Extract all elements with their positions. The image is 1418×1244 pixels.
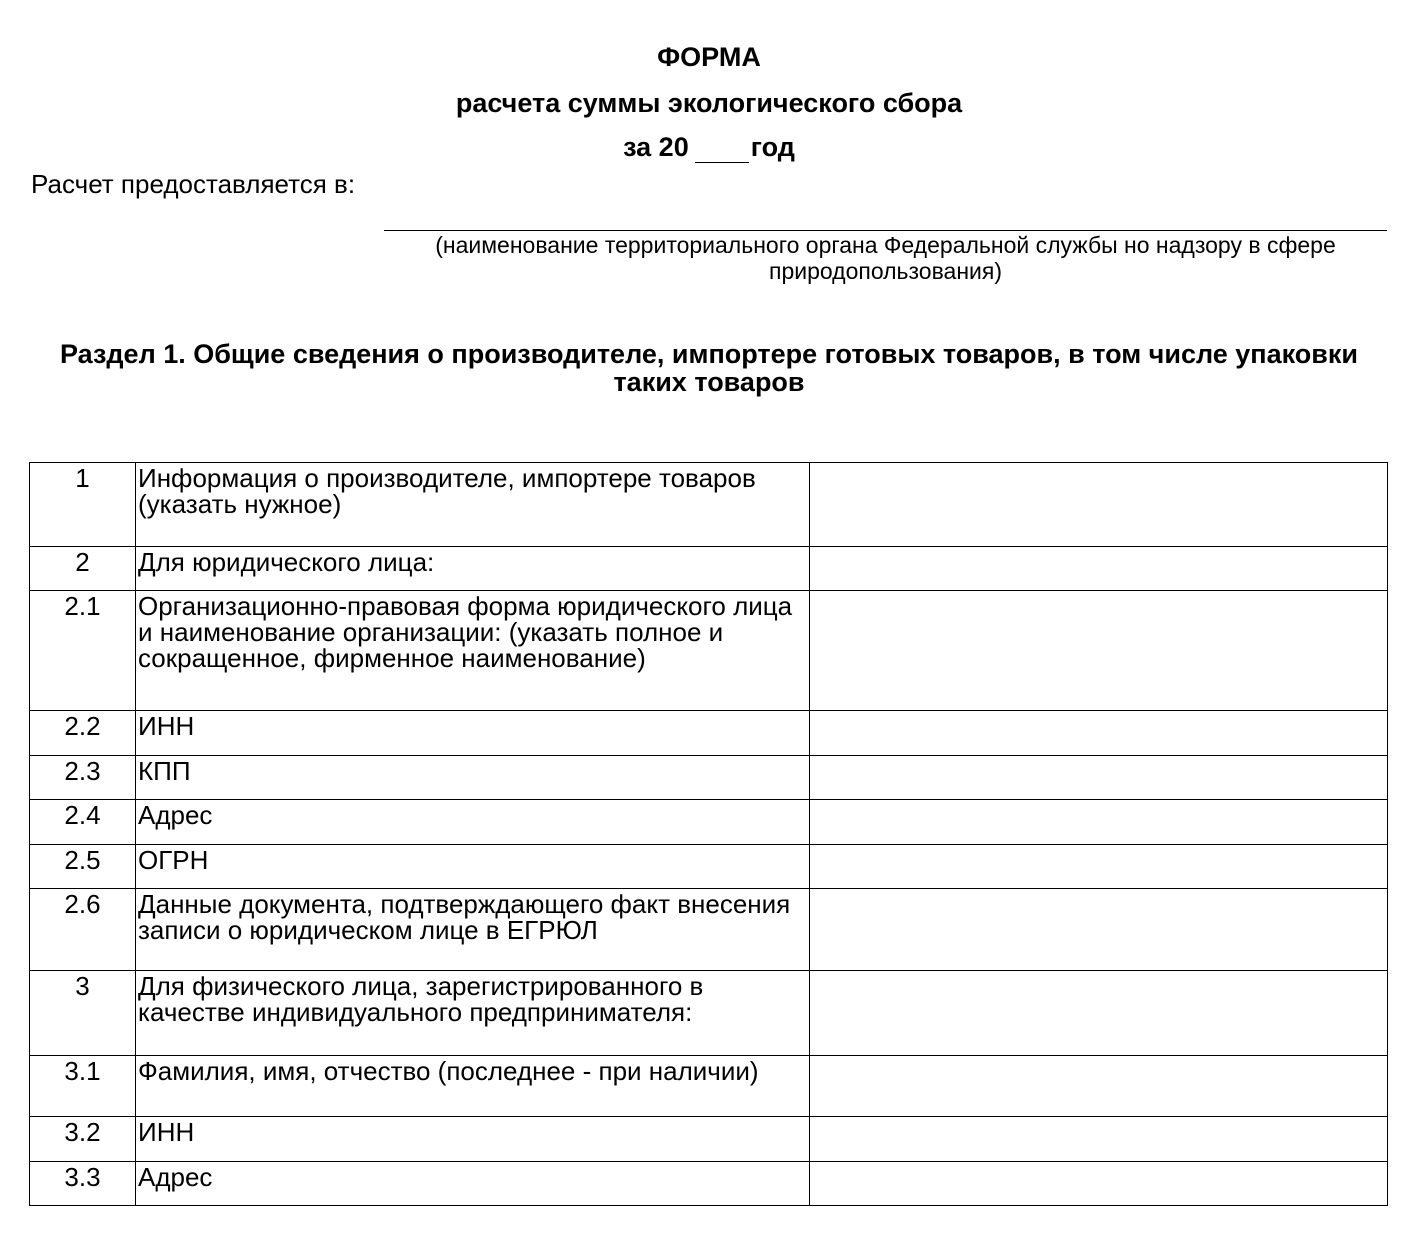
year-prefix: за 20 — [623, 132, 689, 162]
row-label: Фамилия, имя, отчество (последнее - при наличии) — [136, 1056, 810, 1117]
year-suffix: год — [750, 132, 795, 162]
table-row — [30, 1117, 1388, 1162]
authority-blank-field[interactable] — [384, 230, 1387, 231]
row-value-cell[interactable] — [810, 1162, 1388, 1206]
year-blank-field[interactable] — [695, 132, 749, 163]
table-row — [30, 463, 1388, 547]
row-label: КПП — [136, 756, 810, 800]
row-value-cell[interactable] — [810, 845, 1388, 889]
row-value-cell[interactable] — [810, 591, 1388, 711]
row-value-cell[interactable] — [810, 800, 1388, 845]
table-row — [30, 547, 1388, 591]
submission-label: Расчет предоставляется в: — [31, 169, 356, 199]
row-number: 3 — [30, 971, 136, 1056]
row-label: Для юридического лица: — [136, 547, 810, 591]
row-value-cell[interactable] — [810, 463, 1388, 547]
form-title: ФОРМА — [657, 42, 761, 72]
table-row — [30, 591, 1388, 711]
row-label: Адрес — [136, 800, 810, 845]
row-label: Организационно-правовая форма юридического лица и наименование организации: (указать полное и сокращенное, фирменное наименование) — [136, 591, 810, 711]
row-label: Информация о производителе, импортере товаров (указать нужное) — [136, 463, 810, 547]
table-row — [30, 971, 1388, 1056]
row-label: Адрес — [136, 1162, 810, 1206]
form-year-line — [0, 132, 1418, 163]
row-value-cell[interactable] — [810, 1056, 1388, 1117]
row-number: 2 — [30, 547, 136, 591]
row-value-cell[interactable] — [810, 971, 1388, 1056]
form-subtitle: расчета суммы экологического сбора — [455, 88, 963, 118]
table-row — [30, 711, 1388, 756]
row-number: 2.5 — [30, 845, 136, 889]
row-number: 3.2 — [30, 1117, 136, 1162]
row-label: Для физического лица, зарегистрированного в качестве индивидуального предпринимателя: — [136, 971, 810, 1056]
row-number: 3.3 — [30, 1162, 136, 1206]
row-label: ИНН — [136, 711, 810, 756]
row-number: 2.2 — [30, 711, 136, 756]
table-row — [30, 889, 1388, 971]
row-value-cell[interactable] — [810, 1117, 1388, 1162]
row-label: ИНН — [136, 1117, 810, 1162]
table-row — [30, 1162, 1388, 1206]
info-table — [29, 462, 1388, 1206]
row-number: 2.3 — [30, 756, 136, 800]
table-row — [30, 1056, 1388, 1117]
section-title: Раздел 1. Общие сведения о производителе, импортере готовых товаров, в том числе упаковки таких товаров — [60, 339, 1358, 397]
row-number: 1 — [30, 463, 136, 547]
row-number: 2.1 — [30, 591, 136, 711]
row-number: 2.6 — [30, 889, 136, 971]
table-row — [30, 756, 1388, 800]
row-label: ОГРН — [136, 845, 810, 889]
row-value-cell[interactable] — [810, 711, 1388, 756]
row-value-cell[interactable] — [810, 756, 1388, 800]
row-label: Данные документа, подтверждающего факт внесения записи о юридическом лице в ЕГРЮЛ — [136, 889, 810, 971]
row-value-cell[interactable] — [810, 547, 1388, 591]
table-row — [30, 800, 1388, 845]
table-row — [30, 845, 1388, 889]
row-number: 2.4 — [30, 800, 136, 845]
authority-hint: (наименование территориального органа Федеральной службы но надзору в сфере природопользования) — [435, 232, 1336, 284]
row-value-cell[interactable] — [810, 889, 1388, 971]
row-number: 3.1 — [30, 1056, 136, 1117]
